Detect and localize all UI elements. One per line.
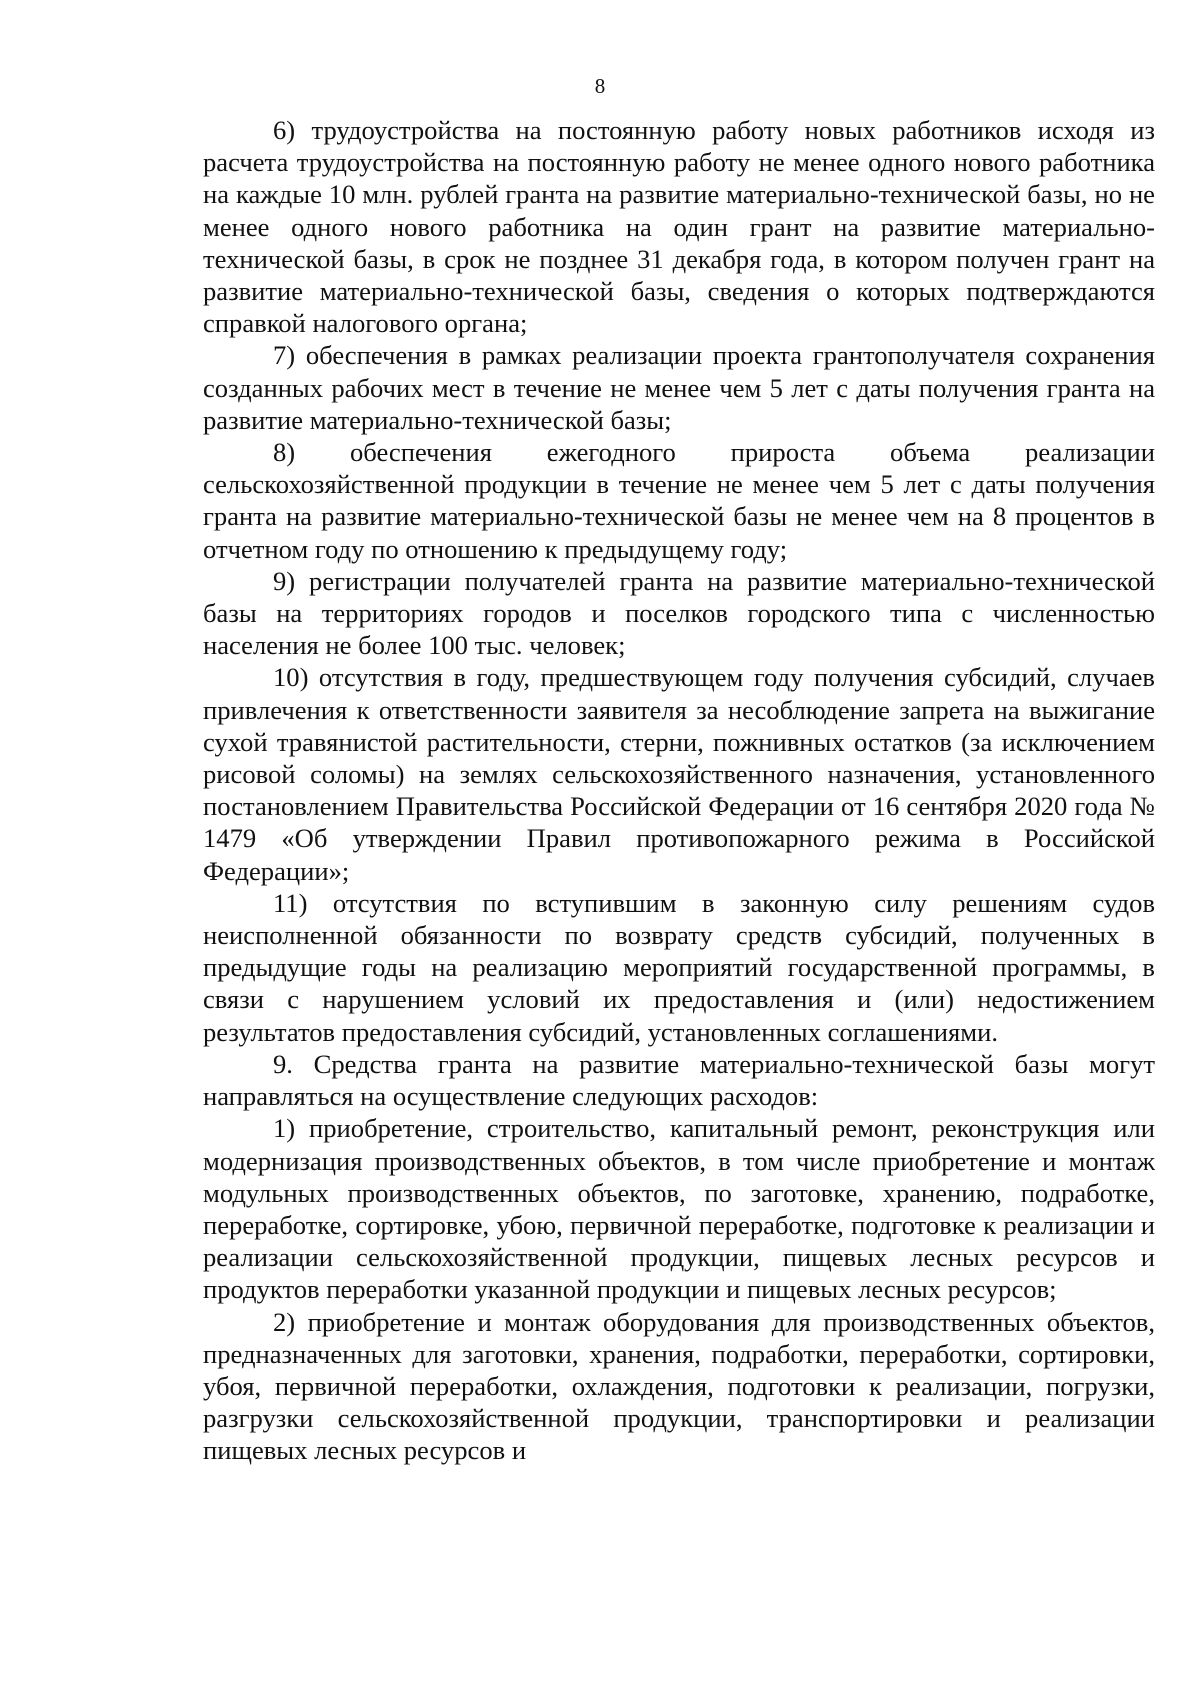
paragraph-item-7: 7) обеспечения в рамках реализации проекта грантополучателя сохранения созданных рабочих мест в течение не менее чем 5 лет с даты получения гранта на развитие материально-технической базы;: [203, 340, 1155, 435]
paragraph-item-11: 11) отсутствия по вступившим в законную силу решениям судов неисполненной обязанности по возврату средств субсидий, полученных в предыдущие годы на реализацию мероприятий государственной программы, в связи с нарушением условий их предоставления и (или) недостижением результатов предоставления субсидий, установленных соглашениями.: [203, 887, 1155, 1047]
page-number: 8: [594, 74, 606, 98]
paragraph-item-10: 10) отсутствия в году, предшествующем году получения субсидий, случаев привлечения к ответственности заявителя за несоблюдение запрета на выжигание сухой травянистой растительности, стерни, пожнивных остатков (за исключением рисовой соломы) на землях сельскохозяйственного назначения, установленного постановлением Правительства Российской Федерации от 16 сентября 2020 года № 1479 «Об утверждении Правил противопожарного режима в Российской Федерации»;: [203, 662, 1155, 886]
paragraph-expense-1: 1) приобретение, строительство, капитальный ремонт, реконструкция или модернизация производственных объектов, в том числе приобретение и монтаж модульных производственных объектов, по заготовке, хранению, подработке, переработке, сортировке, убою, первичной переработке, подготовке к реализации и реализации сельскохозяйственной продукции, пищевых лесных ресурсов и продуктов переработки указанной продукции и пищевых лесных ресурсов;: [203, 1113, 1155, 1305]
paragraph-expense-2: 2) приобретение и монтаж оборудования для производственных объектов, предназначенных для заготовки, хранения, подработки, переработки, сортировки, убоя, первичной переработки, охлаждения, подготовки к реализации, погрузки, разгрузки сельскохозяйственной продукции, транспортировки и реализации пищевых лесных ресурсов и: [203, 1306, 1155, 1466]
paragraph-item-8: 8) обеспечения ежегодного прироста объема реализации сельскохозяйственной продукции в течение не менее чем 5 лет с даты получения гранта на развитие материально-технической базы не менее чем на 8 процентов в отчетном году по отношению к предыдущему году;: [203, 437, 1155, 564]
paragraph-item-6: 6) трудоустройства на постоянную работу новых работников исходя из расчета трудоустройства на постоянную работу не менее одного нового работника на каждые 10 млн. рублей гранта на развитие материально-технической базы, но не менее одного нового работника на один грант на развитие материально-технической базы, в срок не позднее 31 декабря года, в котором получен грант на развитие материально-технической базы, сведения о которых подтверждаются справкой налогового органа;: [203, 115, 1155, 339]
paragraph-section-9: 9. Средства гранта на развитие материально-технической базы могут направляться на осуществление следующих расходов:: [203, 1048, 1155, 1112]
paragraph-item-9: 9) регистрации получателей гранта на развитие материально-технической базы на территориях городов и поселков городского типа с численностью населения не более 100 тыс. человек;: [203, 565, 1155, 661]
document-body: [203, 114, 1155, 1467]
